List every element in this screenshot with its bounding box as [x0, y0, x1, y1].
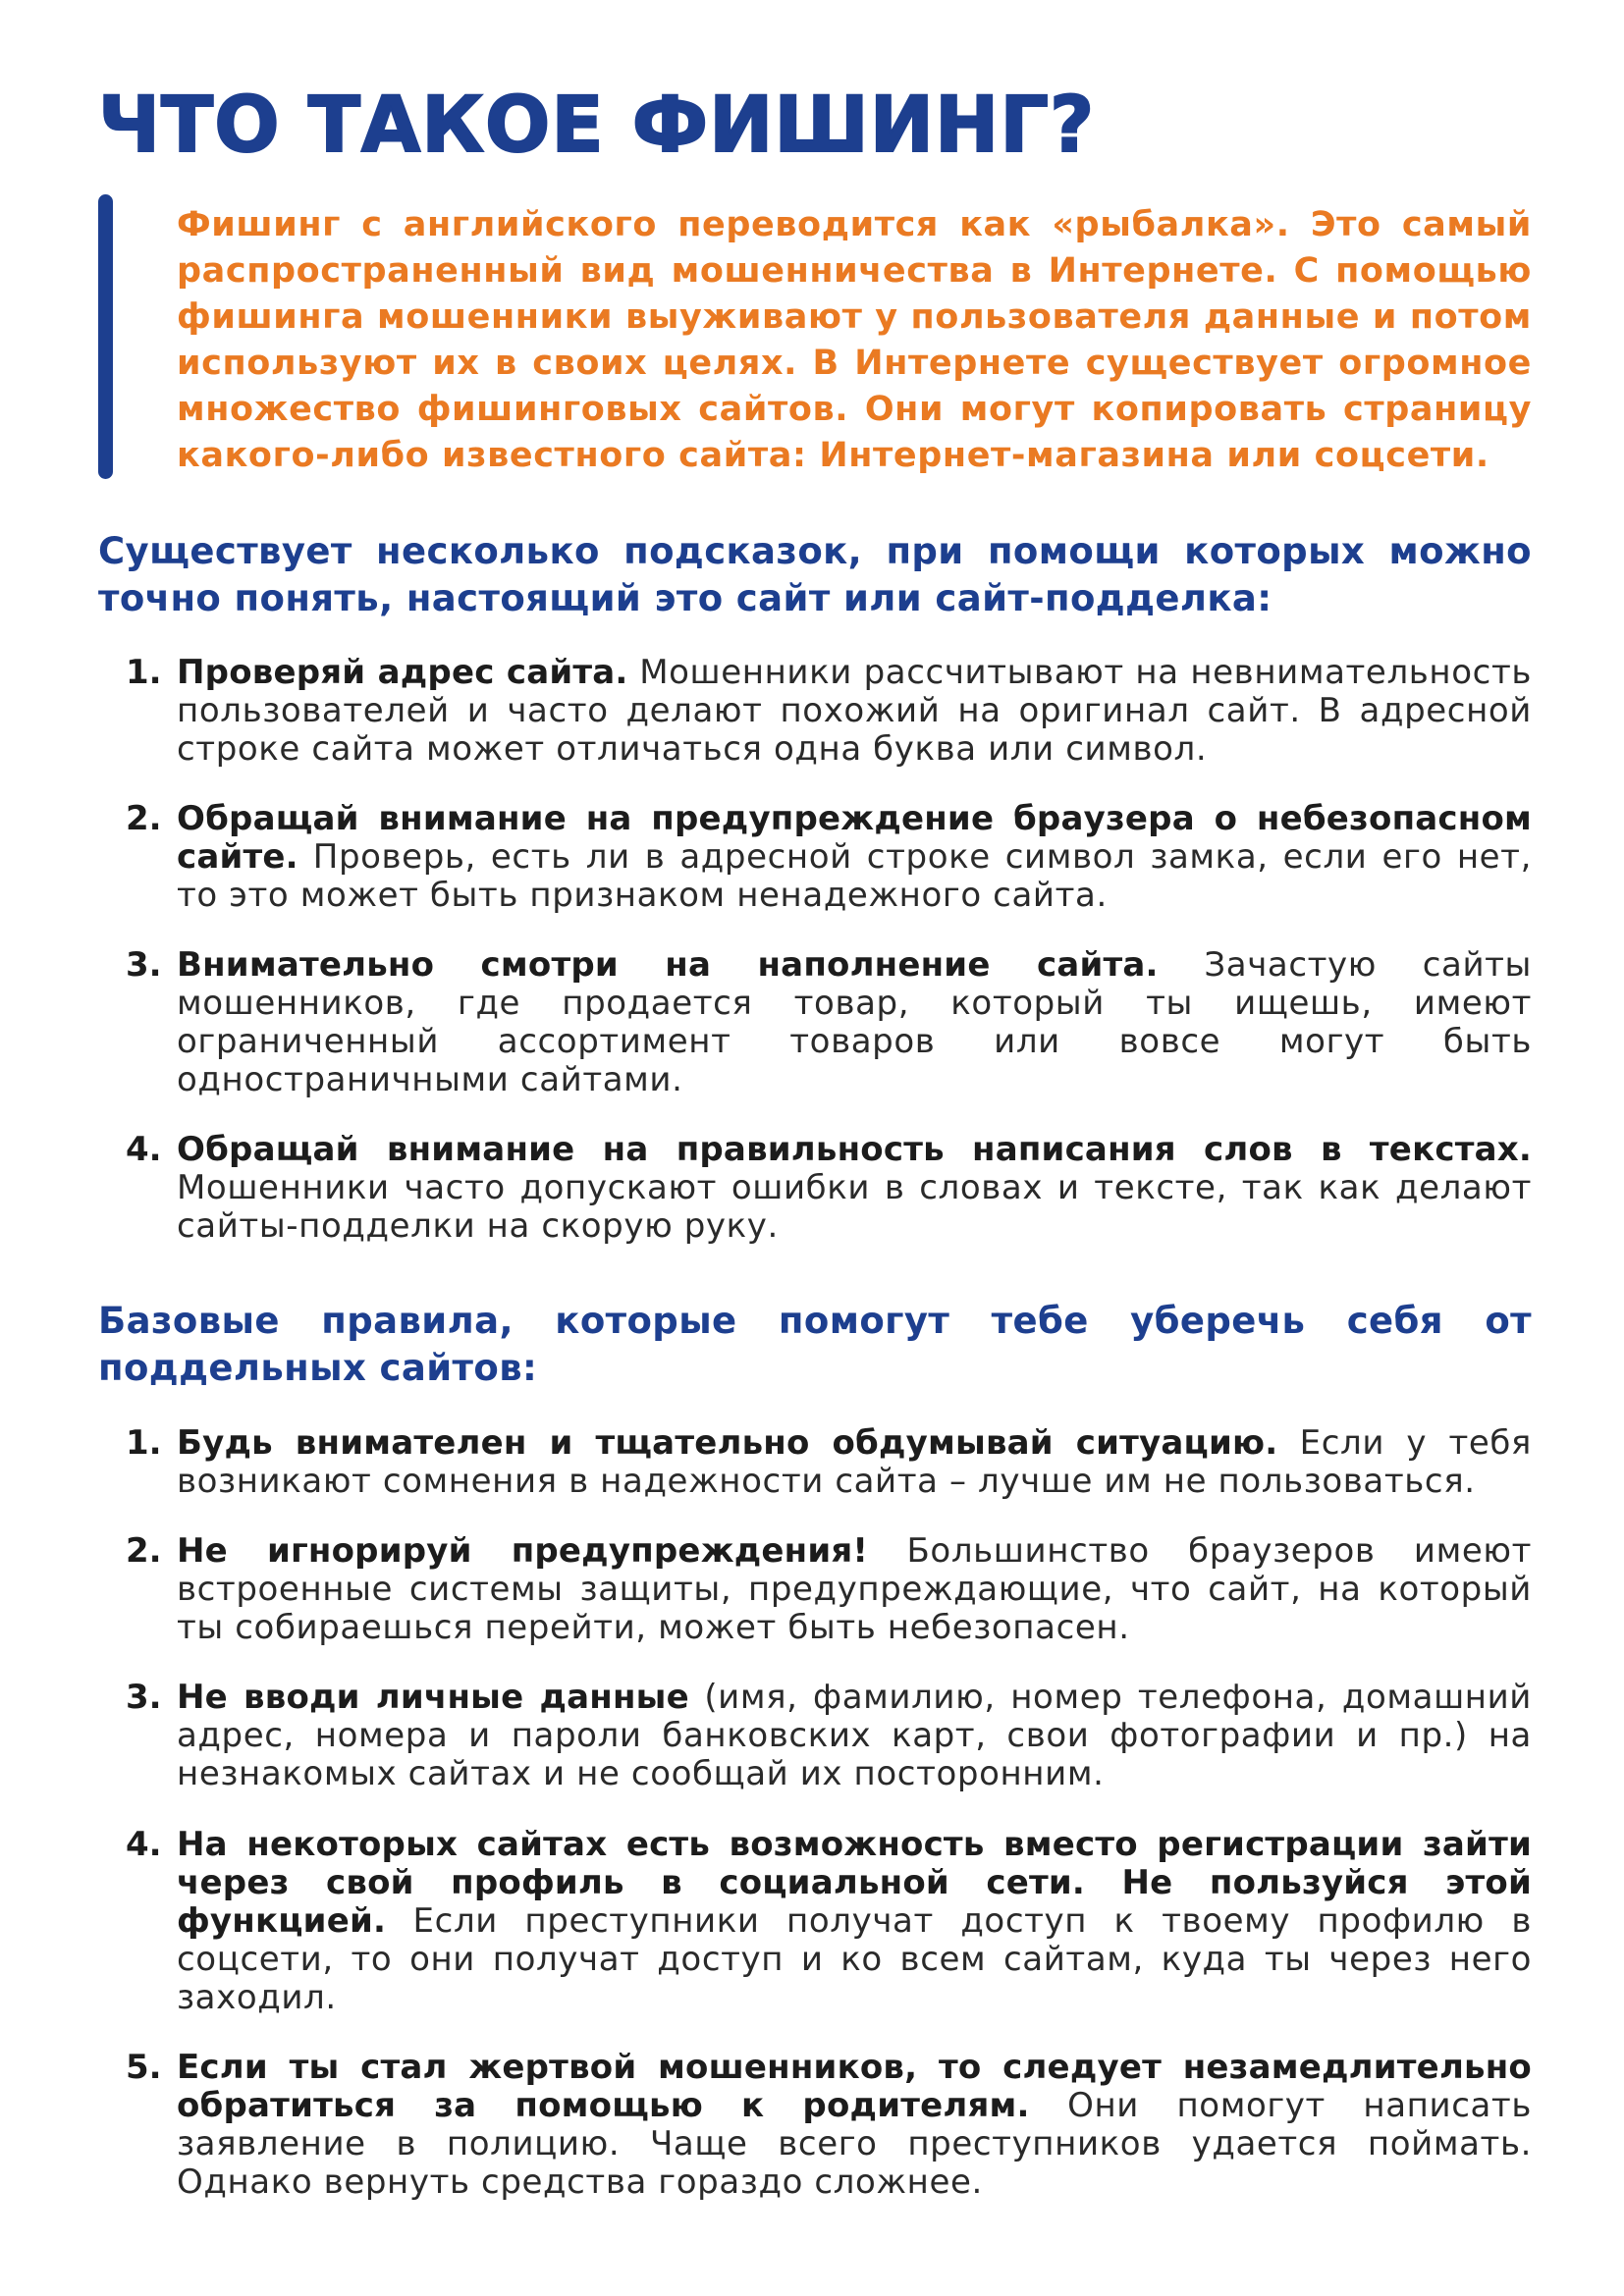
- item-number: 4.: [126, 1130, 162, 1169]
- list-item: [98, 1131, 1532, 1246]
- list-item: [98, 1532, 1532, 1647]
- item-body: Они помогут написать заявление в полицию. Чаще всего преступников удается поймать. Однако вернуть средства гораздо сложнее.: [177, 2086, 1532, 2202]
- item-number: 2.: [126, 799, 162, 838]
- list-item: [98, 1424, 1532, 1501]
- item-body: Большинство браузеров имеют встроенные системы защиты, предупреждающие, что сайт, на который ты собираешься перейти, может быть небезопасен.: [177, 1531, 1532, 1647]
- item-lead: На некоторых сайтах есть возможность вместо регистрации зайти через свой профиль в социальной сети. Не пользуйся этой функцией.: [177, 1825, 1532, 1941]
- item-number: 2.: [126, 1531, 162, 1571]
- item-body: Мошенники рассчитывают на невнимательность пользователей и часто делают похожий на оригинал сайт. В адресной строке сайта может отличаться одна буква или символ.: [177, 653, 1532, 769]
- item-lead: Не вводи личные данные: [177, 1678, 689, 1717]
- list-item: [98, 946, 1532, 1099]
- item-number: 4.: [126, 1825, 162, 1864]
- page-title: ЧТО ТАКОЕ ФИШИНГ?: [98, 81, 1096, 170]
- item-body: Зачастую сайты мошенников, где продается товар, который ты ищешь, имеют ограниченный ассортимент товаров или вовсе могут быть одностраничными сайтами.: [177, 945, 1532, 1099]
- section2-heading: Базовые правила, которые помогут тебе уберечь себя от поддельных сайтов:: [98, 1300, 1532, 1389]
- item-body: (имя, фамилию, номер телефона, домашний адрес, номера и пароли банковских карт, свои фотографии и пр.) на незнакомых сайтах и не сообщай их посторонним.: [177, 1678, 1532, 1793]
- item-body: Если преступники получат доступ к твоему профилю в соцсети, то они получат доступ и ко всем сайтам, куда ты через него заходил.: [177, 1901, 1532, 2017]
- list-item: [98, 1826, 1532, 2017]
- item-number: 3.: [126, 1678, 162, 1717]
- item-lead: Не игнорируй предупреждения!: [177, 1531, 869, 1571]
- item-lead: Проверяй адрес сайта.: [177, 653, 628, 692]
- item-number: 3.: [126, 945, 162, 985]
- item-lead: Будь внимателен и тщательно обдумывай ситуацию.: [177, 1423, 1278, 1463]
- item-lead: Если ты стал жертвой мошенников, то следует незамедлительно обратиться за помощью к родителям.: [177, 2048, 1532, 2125]
- item-lead: Внимательно смотри на наполнение сайта.: [177, 945, 1159, 985]
- intro-paragraph: Фишинг с английского переводится как «рыбалка». Это самый распространенный вид мошенничества в Интернете. С помощью фишинга мошенники выуживают у пользователя данные и потом используют их в своих целях. В Интернете существует огромное множество фишинговых сайтов. Они могут копировать страницу какого-либо известного сайта: Интернет-магазина или соцсети.: [177, 205, 1532, 475]
- item-lead: Обращай внимание на правильность написания слов в текстах.: [177, 1130, 1532, 1169]
- section1-heading: Существует несколько подсказок, при помощи которых можно точно понять, настоящий это сайт или сайт-подделка:: [98, 530, 1532, 619]
- item-body: Мошенники часто допускают ошибки в словах и тексте, так как делают сайты-подделки на скорую руку.: [177, 1168, 1532, 1246]
- item-number: 5.: [126, 2048, 162, 2087]
- list-item: [98, 2049, 1532, 2202]
- item-number: 1.: [126, 653, 162, 692]
- list-item: [98, 1679, 1532, 1793]
- item-number: 1.: [126, 1423, 162, 1463]
- item-body: Если у тебя возникают сомнения в надежности сайта – лучше им не пользоваться.: [177, 1423, 1532, 1501]
- list-item: [98, 800, 1532, 915]
- item-body: Проверь, есть ли в адресной строке символ замка, если его нет, то это может быть признаком ненадежного сайта.: [177, 837, 1532, 915]
- item-lead: Обращай внимание на предупреждение браузера о небезопасном сайте.: [177, 799, 1532, 877]
- intro-accent-bar: [98, 194, 113, 479]
- list-item: [98, 654, 1532, 769]
